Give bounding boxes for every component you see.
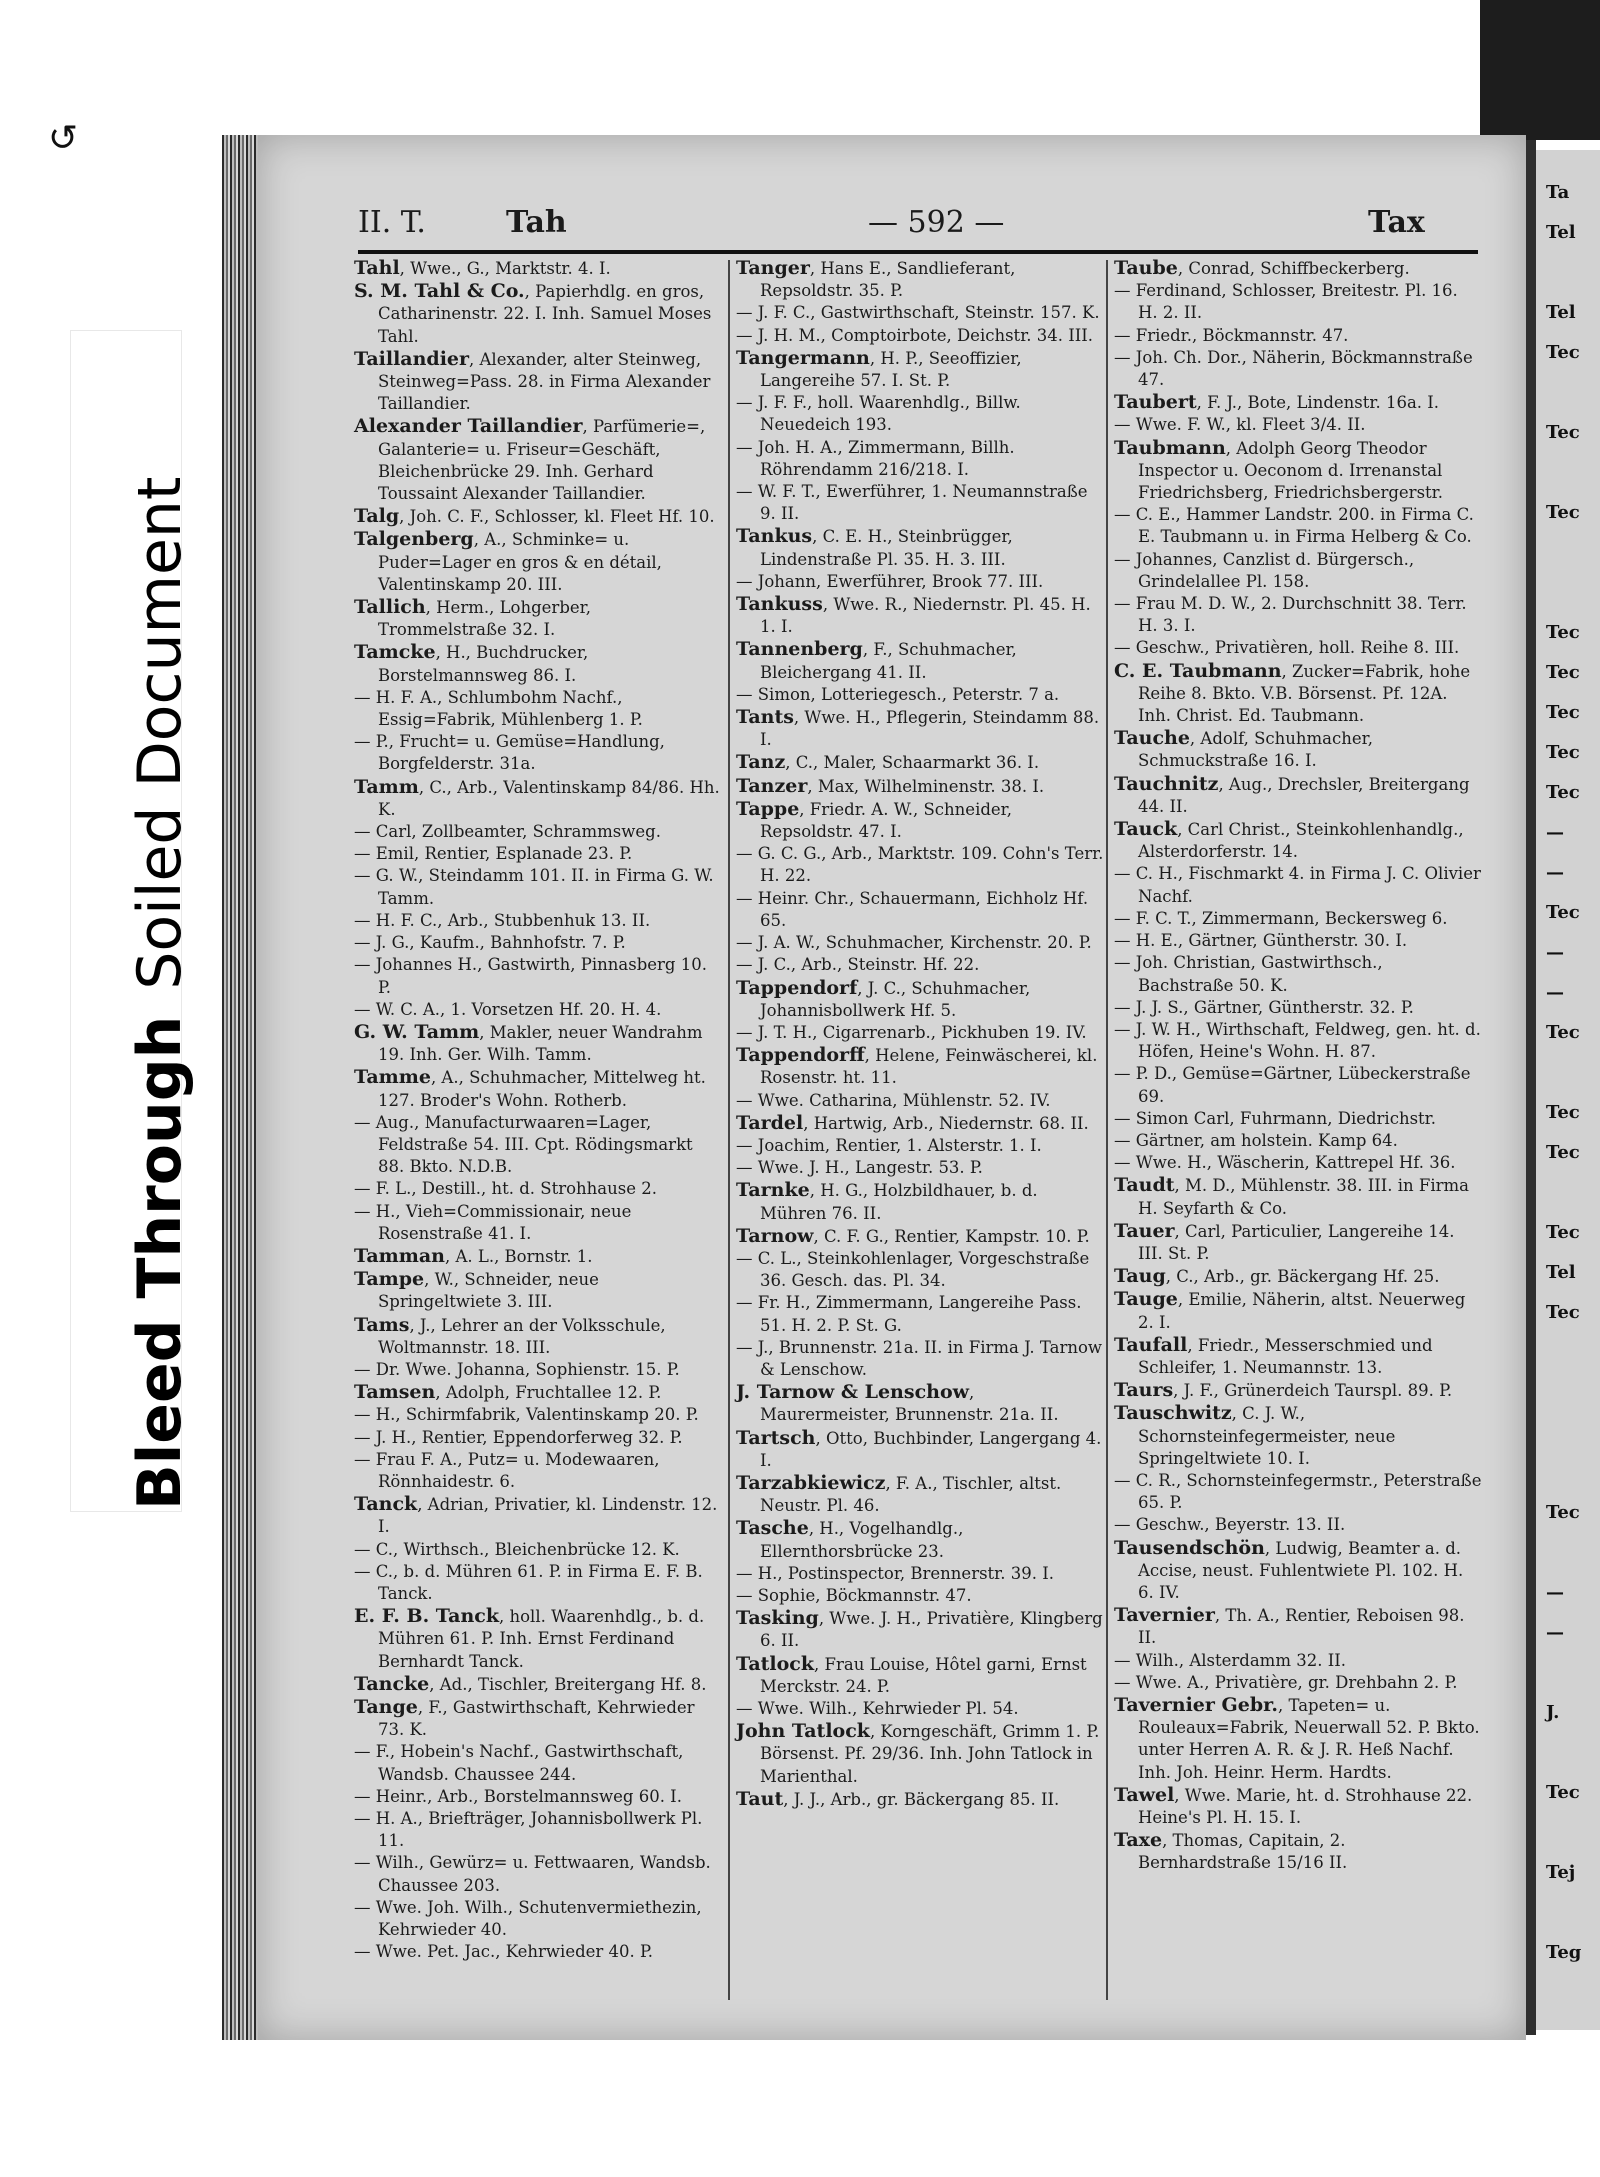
- directory-entry: Tasking, Wwe. J. H., Privatière, Klingberg 6. II.: [736, 1607, 1103, 1651]
- directory-entry: — Geschw., Privatièren, holl. Reihe 8. III.: [1114, 638, 1460, 658]
- adjacent-page-fragment: Tec: [1546, 1142, 1580, 1163]
- directory-entry: Tams, J., Lehrer an der Volksschule, Woltmannstr. 18. III.: [354, 1313, 666, 1357]
- directory-entry: — C., Wirthsch., Bleichenbrücke 12. K.: [354, 1539, 680, 1559]
- directory-entry: — Frau M. D. W., 2. Durchschnitt 38. Terr. H. 3. I.: [1114, 594, 1467, 636]
- directory-entry: — H. E., Gärtner, Güntherstr. 30. I.: [1114, 931, 1408, 951]
- directory-entry: — W. C. A., 1. Vorsetzen Hf. 20. H. 4.: [354, 999, 662, 1019]
- directory-entry: Tavernier Gebr., Tapeten= u. Rouleaux=Fabrik, Neuerwall 52. P. Bkto. unter Herren A. R. & J. R. Heß Nachf. Inh. Joh. Heinr. Herm. Hardts.: [1114, 1694, 1480, 1782]
- directory-entry: Tauche, Adolf, Schuhmacher, Schmuckstraße 16. I.: [1114, 727, 1373, 771]
- adjacent-page-fragment: —: [1546, 822, 1564, 843]
- directory-entry: — G. W., Steindamm 101. II. in Firma G. W. Tamm.: [354, 866, 714, 908]
- directory-entry: Tartsch, Otto, Buchbinder, Langergang 4. I.: [736, 1426, 1102, 1470]
- directory-entry: Tancke, Ad., Tischler, Breitergang Hf. 8.: [354, 1672, 707, 1695]
- directory-entry: Alexander Taillandier, Parfümerie=, Galanterie= u. Friseur=Geschäft, Bleichenbrücke 29. Inh. Gerhard Toussaint Alexander Taillandier.: [354, 415, 706, 504]
- directory-entry: — Wwe. Wilh., Kehrwieder Pl. 54.: [736, 1699, 1019, 1718]
- directory-entry: — Joachim, Rentier, 1. Alsterstr. 1. I.: [736, 1135, 1042, 1155]
- header-rule: [358, 250, 1478, 254]
- adjacent-page-fragment: Tec: [1546, 1302, 1580, 1323]
- directory-entry: — F. C. T., Zimmermann, Beckersweg 6.: [1114, 908, 1448, 928]
- adjacent-page-fragment: Tec: [1546, 342, 1580, 363]
- directory-entry: Taug, C., Arb., gr. Bäckergang Hf. 25.: [1114, 1265, 1440, 1288]
- directory-entry: Tausendschön, Ludwig, Beamter a. d. Accise, neust. Fuhlentwiete Pl. 102. H. 6. IV.: [1114, 1536, 1464, 1602]
- directory-entry: Tamsen, Adolph, Fruchtallee 12. P.: [354, 1381, 662, 1404]
- directory-entry: — Carl, Zollbeamter, Schrammsweg.: [354, 822, 661, 842]
- adjacent-page-fragment: Ta: [1546, 182, 1570, 203]
- stamp-text: [125, 477, 195, 1510]
- adjacent-page-fragment: Tec: [1546, 662, 1580, 683]
- directory-entry: — Simon Carl, Fuhrmann, Diedrichstr.: [1114, 1108, 1436, 1128]
- right-catchword: Tax: [1368, 205, 1425, 240]
- adjacent-page-fragment: Tec: [1546, 1502, 1580, 1523]
- section-label: II. T.: [358, 205, 426, 240]
- directory-entry: — Fr. H., Zimmermann, Langereihe Pass. 51. H. 2. P. St. G.: [736, 1293, 1082, 1335]
- directory-entry: G. W. Tamm, Makler, neuer Wandrahm 19. Inh. Ger. Wilh. Tamm.: [354, 1020, 703, 1065]
- directory-entry: Tawel, Wwe. Marie, ht. d. Strohhause 22. Heine's Pl. H. 15. I.: [1114, 1783, 1473, 1828]
- directory-entry: — Wilh., Gewürz= u. Fettwaaren, Wandsb. Chaussee 203.: [354, 1853, 711, 1895]
- directory-entry: — Wwe. H., Wäscherin, Kattrepel Hf. 36.: [1114, 1153, 1456, 1173]
- directory-entry: Taufall, Friedr., Messerschmied und Schleifer, 1. Neumannstr. 13.: [1114, 1333, 1433, 1377]
- directory-entry: — Ferdinand, Schlosser, Breitestr. Pl. 16. H. 2. II.: [1114, 281, 1458, 323]
- directory-entry: Tanger, Hans E., Sandlieferant, Repsoldstr. 35. P.: [736, 257, 1016, 301]
- column-3: [1114, 257, 1482, 1875]
- directory-entry: — G. C. G., Arb., Marktstr. 109. Cohn's Terr. H. 22.: [736, 844, 1104, 886]
- directory-entry: Tarzabkiewicz, F. A., Tischler, altst. Neustr. Pl. 46.: [736, 1471, 1062, 1516]
- directory-entry: Tauschwitz, C. J. W., Schornsteinfegermeister, neue Springeltwiete 10. I.: [1114, 1402, 1396, 1468]
- adjacent-page-fragment: Tec: [1546, 622, 1580, 643]
- directory-entry: Tarnke, H. G., Holzbildhauer, b. d. Mühren 76. II.: [736, 1179, 1038, 1223]
- directory-entry: — C. R., Schornsteinfegermstr., Peterstraße 65. P.: [1114, 1470, 1482, 1513]
- directory-entry: Tappendorf, J. C., Schuhmacher, Johannisbollwerk Hf. 5.: [736, 976, 1031, 1020]
- document-page: [258, 135, 1526, 2040]
- directory-entry: Tants, Wwe. H., Pflegerin, Steindamm 88. I.: [736, 706, 1100, 750]
- directory-entry: Tavernier, Th. A., Rentier, Reboisen 98. II.: [1114, 1604, 1465, 1648]
- left-catchword: Tah: [506, 205, 567, 240]
- adjacent-page-fragment: Tec: [1546, 1022, 1580, 1043]
- directory-entry: — Frau F. A., Putz= u. Modewaaren, Rönnhaidestr. 6.: [354, 1449, 660, 1491]
- adjacent-page-fragment: —: [1546, 862, 1564, 883]
- rotate-icon: ↺: [48, 118, 79, 159]
- book-edge: [222, 135, 260, 2040]
- directory-entry: J. Tarnow & Lenschow, Maurermeister, Brunnenstr. 21a. II.: [736, 1381, 1059, 1425]
- directory-entry: — J. F. C., Gastwirthschaft, Steinstr. 157. K.: [736, 303, 1100, 323]
- adjacent-page-fragment: Tej: [1546, 1862, 1576, 1883]
- adjacent-page: [1536, 150, 1600, 2030]
- adjacent-page-fragment: Tec: [1546, 502, 1580, 523]
- directory-entry: — Wwe. Catharina, Mühlenstr. 52. IV.: [736, 1090, 1051, 1110]
- directory-entry: — J. A. W., Schuhmacher, Kirchenstr. 20. P.: [736, 933, 1092, 953]
- stamp-line-soiled-document: Soiled Document: [125, 476, 195, 990]
- directory-entry: Tauchnitz, Aug., Drechsler, Breitergang 44. II.: [1114, 772, 1470, 816]
- directory-entry: — C. E., Hammer Landstr. 200. in Firma C. E. Taubmann u. in Firma Helberg & Co.: [1114, 505, 1474, 547]
- directory-entry: — Wwe. J. H., Langestr. 53. P.: [736, 1158, 983, 1178]
- stamp-line-bleed-through: Bleed Through: [125, 1015, 195, 1510]
- directory-entry: Tannenberg, F., Schuhmacher, Bleichergang 41. II.: [736, 638, 1017, 682]
- directory-entry: Tauer, Carl, Particulier, Langereihe 14. III. St. P.: [1114, 1219, 1455, 1263]
- directory-entry: — Sophie, Böckmannstr. 47.: [736, 1585, 972, 1605]
- adjacent-page-fragment: Tec: [1546, 702, 1580, 723]
- directory-entry: — J. F. F., holl. Waarenhdlg., Billw. Neuedeich 193.: [736, 393, 1021, 435]
- directory-entry: Tanck, Adrian, Privatier, kl. Lindenstr. 12. I.: [354, 1493, 718, 1537]
- directory-entry: Talgenberg, A., Schminke= u. Puder=Lager en gros & en détail, Valentinskamp 20. III.: [354, 528, 662, 594]
- directory-entry: — Wwe. A., Privatière, gr. Drehbahn 2. P.: [1114, 1672, 1458, 1692]
- directory-entry: — H. A., Briefträger, Johannisbollwerk Pl. 11.: [354, 1809, 703, 1851]
- directory-entry: — H. F. C., Arb., Stubbenhuk 13. II.: [354, 910, 651, 930]
- directory-entry: — C., b. d. Mühren 61. P. in Firma E. F. B. Tanck.: [354, 1561, 703, 1603]
- directory-entry: — W. F. T., Ewerführer, 1. Neumannstraße 9. II.: [736, 482, 1088, 524]
- directory-entry: Tauge, Emilie, Näherin, altst. Neuerweg 2. I.: [1114, 1288, 1466, 1332]
- adjacent-page-fragment: Tel: [1546, 302, 1576, 323]
- directory-entry: — Simon, Lotteriegesch., Peterstr. 7 a.: [736, 684, 1060, 704]
- directory-entry: Tamme, A., Schuhmacher, Mittelweg ht. 127. Broder's Wohn. Rotherb.: [354, 1066, 706, 1110]
- directory-entry: Tarnow, C. F. G., Rentier, Kampstr. 10. P.: [736, 1224, 1090, 1247]
- directory-entry: Tange, F., Gastwirthschaft, Kehrwieder 73. K.: [354, 1696, 695, 1740]
- directory-entry: Taubert, F. J., Bote, Lindenstr. 16a. I.: [1114, 391, 1440, 414]
- directory-entry: Taut, J. J., Arb., gr. Bäckergang 85. II.: [736, 1787, 1060, 1810]
- directory-entry: Tappendorff, Helene, Feinwäscherei, kl. Rosenstr. ht. 11.: [736, 1044, 1098, 1088]
- directory-entry: — Joh. Ch. Dor., Näherin, Böckmannstraße 47.: [1114, 347, 1473, 390]
- directory-entry: — Gärtner, am holstein. Kamp 64.: [1114, 1130, 1398, 1150]
- directory-entry: — Johannes H., Gastwirth, Pinnasberg 10. P.: [354, 955, 707, 997]
- directory-entry: Tankus, C. E. H., Steinbrügger, Lindenstraße Pl. 35. H. 3. III.: [736, 525, 1013, 569]
- directory-entry: — Wwe. Joh. Wilh., Schutenvermiethezin, Kehrwieder 40.: [354, 1897, 702, 1940]
- directory-entry: Talg, Joh. C. F., Schlosser, kl. Fleet Hf. 10.: [354, 505, 715, 528]
- directory-entry: — C. H., Fischmarkt 4. in Firma J. C. Olivier Nachf.: [1114, 864, 1481, 906]
- directory-entry: — Wilh., Alsterdamm 32. II.: [1114, 1650, 1346, 1670]
- directory-entry: John Tatlock, Korngeschäft, Grimm 1. P. Börsenst. Pf. 29/36. Inh. John Tatlock in Marienthal.: [736, 1720, 1100, 1786]
- adjacent-page-fragment: —: [1546, 1622, 1564, 1643]
- directory-entry: Tanzer, Max, Wilhelminenstr. 38. I.: [736, 774, 1045, 797]
- directory-entry: — Dr. Wwe. Johanna, Sophienstr. 15. P.: [354, 1359, 680, 1379]
- column-divider: [1106, 260, 1108, 2000]
- directory-entry: S. M. Tahl & Co., Papierhdlg. en gros, Catharinenstr. 22. I. Inh. Samuel Moses Tahl.: [354, 280, 712, 346]
- scan-margin: [1400, 0, 1480, 140]
- directory-entry: Tangermann, H. P., Seeoffizier, Langereihe 57. I. St. P.: [736, 346, 1022, 391]
- adjacent-page-fragment: —: [1546, 982, 1564, 1003]
- directory-entry: Taxe, Thomas, Capitain, 2. Bernhardstraße 15/16 II.: [1114, 1829, 1348, 1873]
- adjacent-page-fragment: Tec: [1546, 1102, 1580, 1123]
- directory-entry: — F., Hobein's Nachf., Gastwirthschaft, Wandsb. Chaussee 244.: [354, 1742, 684, 1784]
- directory-entry: Tasche, H., Vogelhandlg., Ellernthorsbrücke 23.: [736, 1517, 964, 1561]
- directory-entry: — J. C., Arb., Steinstr. Hf. 22.: [736, 955, 980, 975]
- directory-entry: Tamm, C., Arb., Valentinskamp 84/86. Hh. K.: [354, 775, 720, 819]
- directory-entry: — P., Frucht= u. Gemüse=Handlung, Borgfelderstr. 31a.: [354, 732, 665, 774]
- directory-entry: Tappe, Friedr. A. W., Schneider, Repsoldstr. 47. I.: [736, 797, 1012, 842]
- directory-entry: — H., Vieh=Commissionair, neue Rosenstraße 41. I.: [354, 1201, 632, 1243]
- page-number: — 592 —: [868, 205, 1005, 240]
- page-header: [358, 205, 1478, 245]
- directory-entry: — J. H., Rentier, Eppendorferweg 32. P.: [354, 1427, 683, 1447]
- directory-entry: — J., Brunnenstr. 21a. II. in Firma J. Tarnow & Lenschow.: [736, 1337, 1103, 1379]
- directory-entry: Tatlock, Frau Louise, Hôtel garni, Ernst Merckstr. 24. P.: [736, 1652, 1087, 1696]
- adjacent-page-fragment: Tec: [1546, 1222, 1580, 1243]
- directory-entry: — Johann, Ewerführer, Brook 77. III.: [736, 571, 1044, 591]
- adjacent-page-fragment: Tel: [1546, 222, 1576, 243]
- directory-entry: Tanz, C., Maler, Schaarmarkt 36. I.: [736, 751, 1040, 774]
- directory-entry: — Heinr., Arb., Borstelmannsweg 60. I.: [354, 1786, 682, 1806]
- directory-entry: — C. L., Steinkohlenlager, Vorgeschstraße 36. Gesch. das. Pl. 34.: [736, 1248, 1090, 1291]
- directory-entry: Tahl, Wwe., G., Marktstr. 4. I.: [354, 257, 611, 279]
- directory-entry: — P. D., Gemüse=Gärtner, Lübeckerstraße 69.: [1114, 1064, 1471, 1106]
- directory-entry: Tampe, W., Schneider, neue Springeltwiete 3. III.: [354, 1268, 599, 1312]
- directory-entry: — Johannes, Canzlist d. Bürgersch., Grindelallee Pl. 158.: [1114, 549, 1415, 591]
- column-1: [354, 257, 722, 1963]
- column-2: [736, 257, 1104, 1811]
- directory-entry: — J. T. H., Cigarrenarb., Pickhuben 19. IV.: [736, 1022, 1087, 1042]
- directory-entry: Tamman, A. L., Bornstr. 1.: [354, 1244, 593, 1267]
- column-divider: [728, 260, 730, 2000]
- directory-entry: Taudt, M. D., Mühlenstr. 38. III. in Firma H. Seyfarth & Co.: [1114, 1174, 1470, 1218]
- adjacent-page-fragment: Tec: [1546, 422, 1580, 443]
- directory-entry: — J. W. H., Wirthschaft, Feldweg, gen. ht. d. Höfen, Heine's Wohn. H. 87.: [1114, 1019, 1481, 1062]
- directory-entry: — Wwe. Pet. Jac., Kehrwieder 40. P.: [354, 1942, 654, 1962]
- adjacent-page-fragment: Teg: [1546, 1942, 1582, 1963]
- directory-entry: — J. G., Kaufm., Bahnhofstr. 7. P.: [354, 933, 626, 953]
- adjacent-page-fragment: Tec: [1546, 782, 1580, 803]
- directory-entry: — J. J. S., Gärtner, Güntherstr. 32. P.: [1114, 997, 1414, 1017]
- directory-entry: — Friedr., Böckmannstr. 47.: [1114, 325, 1349, 345]
- directory-entry: — Joh. Christian, Gastwirthsch., Bachstraße 50. K.: [1114, 953, 1383, 995]
- directory-entry: — H. F. A., Schlumbohm Nachf., Essig=Fabrik, Mühlenberg 1. P.: [354, 687, 643, 730]
- directory-entry: — Emil, Rentier, Esplanade 23. P.: [354, 844, 633, 864]
- directory-entry: — Geschw., Beyerstr. 13. II.: [1114, 1515, 1346, 1535]
- directory-entry: Tauck, Carl Christ., Steinkohlenhandlg., Alsterdorferstr. 14.: [1114, 818, 1464, 862]
- directory-entry: — H., Schirmfabrik, Valentinskamp 20. P.: [354, 1405, 699, 1425]
- adjacent-page-fragment: Tec: [1546, 1782, 1580, 1803]
- directory-entry: — Joh. H. A., Zimmermann, Billh. Röhrendamm 216/218. I.: [736, 437, 1015, 479]
- directory-entry: Tallich, Herm., Lohgerber, Trommelstraße 32. I.: [354, 596, 591, 640]
- directory-entry: — F. L., Destill., ht. d. Strohhause 2.: [354, 1179, 657, 1199]
- directory-entry: Tankuss, Wwe. R., Niedernstr. Pl. 45. H. 1. I.: [736, 593, 1091, 637]
- directory-entry: — Aug., Manufacturwaaren=Lager, Feldstraße 54. III. Cpt. Rödingsmarkt 88. Bkto. N.D.B.: [354, 1112, 693, 1177]
- adjacent-page-top: [1400, 0, 1600, 140]
- page-gutter: [1526, 140, 1536, 2035]
- directory-entry: C. E. Taubmann, Zucker=Fabrik, hohe Reihe 8. Bkto. V.B. Börsenst. Pf. 12A. Inh. Christ. Ed. Taubmann.: [1114, 659, 1471, 726]
- adjacent-page-fragment: —: [1546, 1582, 1564, 1603]
- directory-entry: Taubmann, Adolph Georg Theodor Inspector u. Oeconom d. Irrenanstal Friedrichsberg, Friedrichsbergerstr.: [1114, 436, 1443, 503]
- directory-entry: Tardel, Hartwig, Arb., Niedernstr. 68. II.: [736, 1111, 1089, 1134]
- directory-entry: Taurs, J. F., Grünerdeich Taurspl. 89. P.: [1114, 1379, 1453, 1402]
- directory-entry: Taube, Conrad, Schiffbeckerberg.: [1114, 257, 1410, 279]
- directory-entry: — H., Postinspector, Brennerstr. 39. I.: [736, 1563, 1054, 1583]
- directory-entry: — Wwe. F. W., kl. Fleet 3/4. II.: [1114, 415, 1366, 435]
- directory-entry: — Heinr. Chr., Schauermann, Eichholz Hf. 65.: [736, 888, 1089, 930]
- directory-entry: Tamcke, H., Buchdrucker, Borstelmannsweg 86. I.: [354, 641, 589, 685]
- adjacent-page-fragment: Tel: [1546, 1262, 1576, 1283]
- directory-entry: E. F. B. Tanck, holl. Waarenhdlg., b. d. Mühren 61. P. Inh. Ernst Ferdinand Bernhardt Tanck.: [354, 1605, 705, 1671]
- adjacent-page-fragment: —: [1546, 942, 1564, 963]
- directory-entry: Taillandier, Alexander, alter Steinweg, Steinweg=Pass. 28. in Firma Alexander Taillandier.: [354, 347, 711, 414]
- adjacent-page-fragment: J.: [1546, 1702, 1560, 1723]
- adjacent-page-fragment: Tec: [1546, 902, 1580, 923]
- adjacent-page-fragment: Tec: [1546, 742, 1580, 763]
- directory-entry: — J. H. M., Comptoirbote, Deichstr. 34. III.: [736, 325, 1094, 345]
